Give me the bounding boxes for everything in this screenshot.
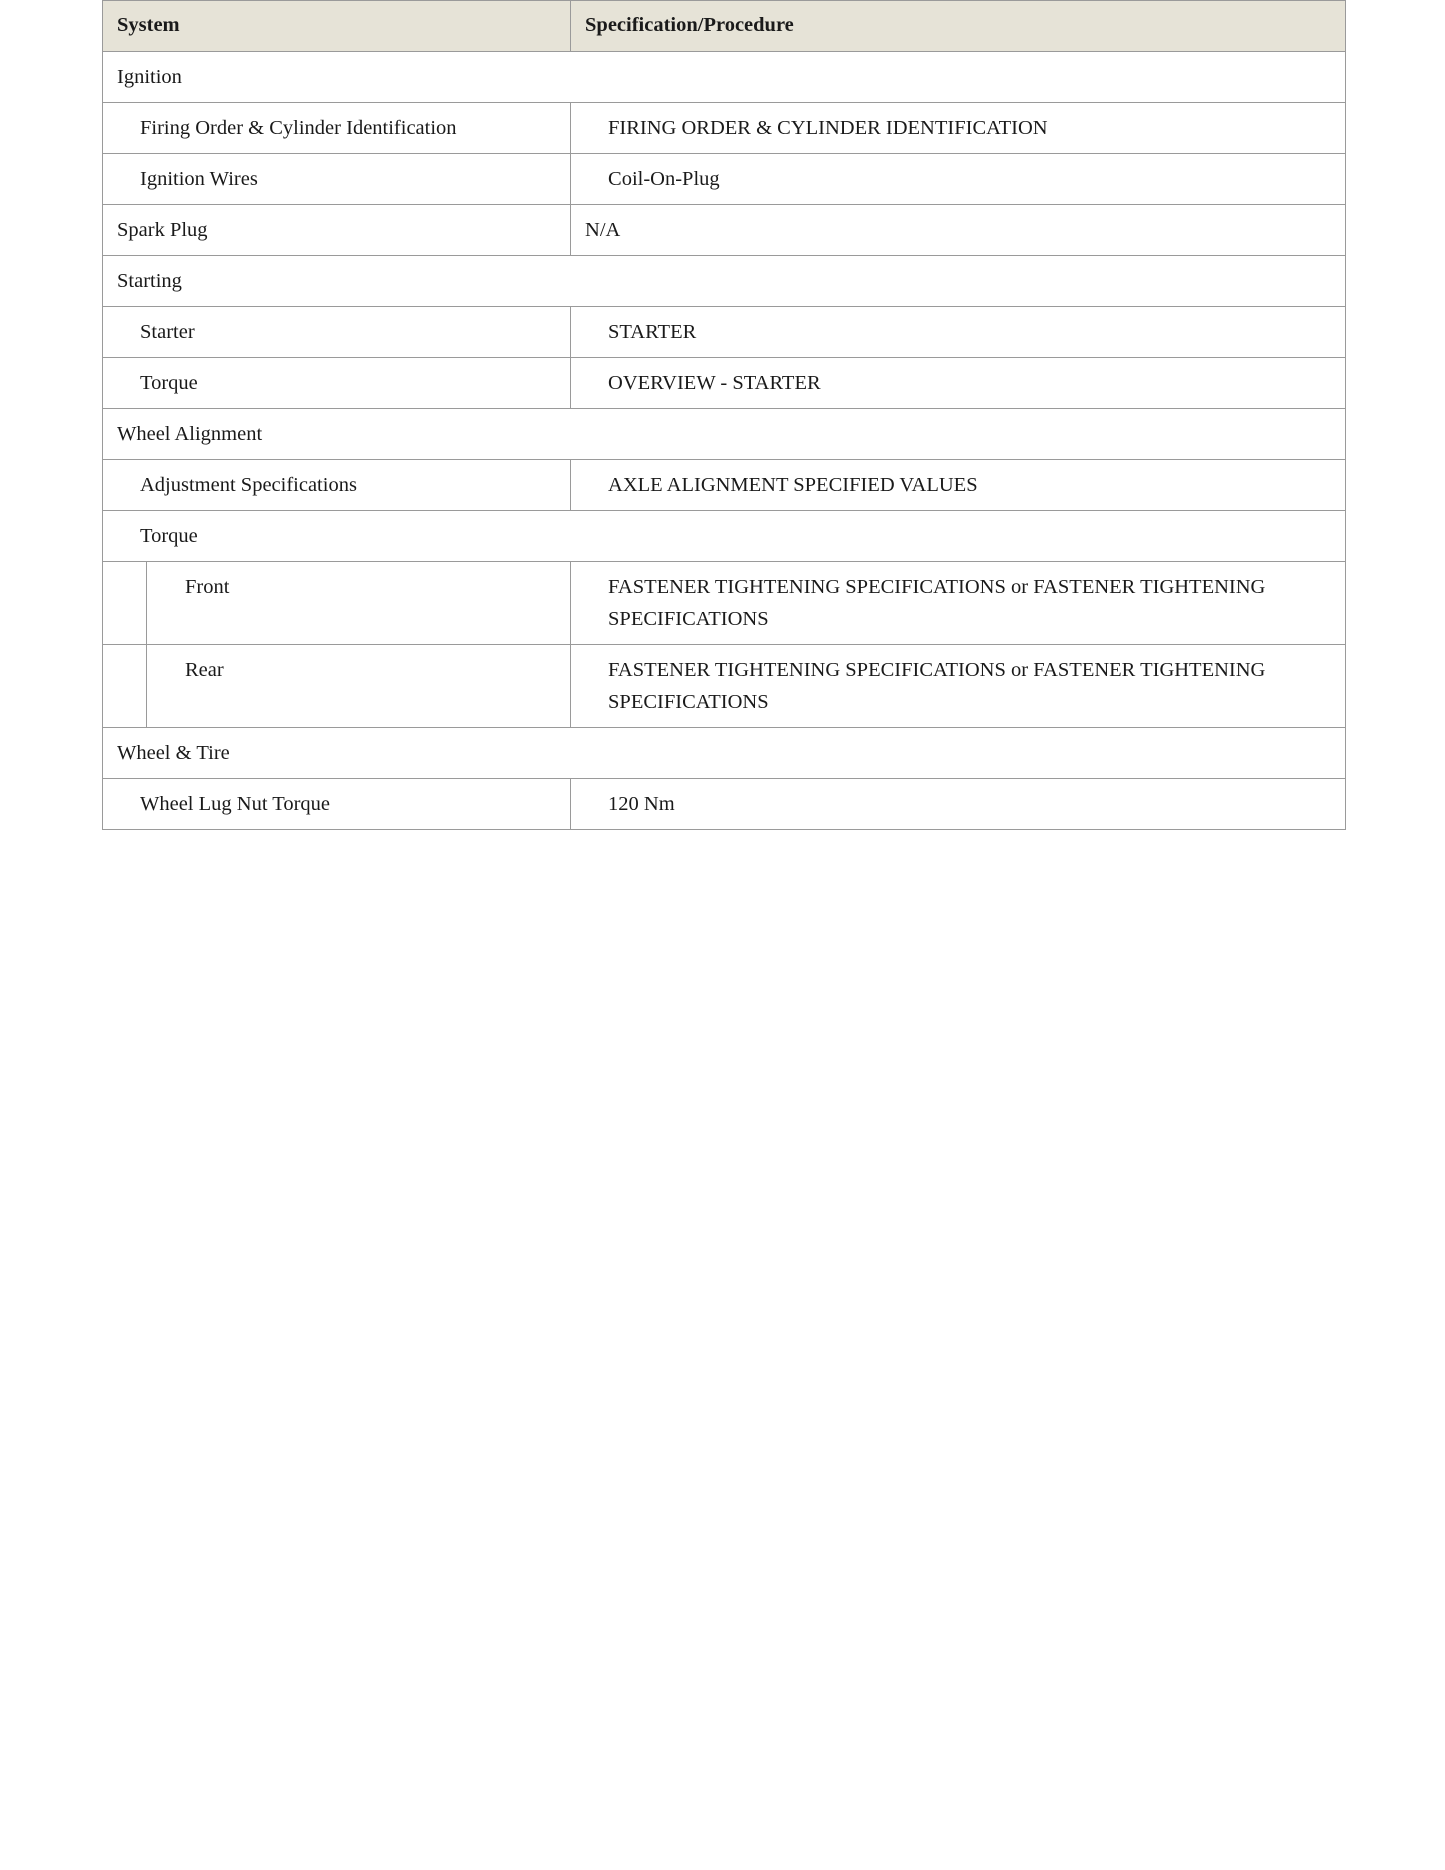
spec-cell: Coil-On-Plug	[571, 154, 1346, 205]
system-cell: Starter	[103, 307, 571, 358]
system-cell: Front	[147, 562, 571, 645]
section-row-wheel-and-tire	[103, 728, 1346, 779]
table-row	[103, 460, 1346, 511]
table-row	[103, 645, 1346, 728]
table-row	[103, 205, 1346, 256]
system-cell: Rear	[147, 645, 571, 728]
table-row	[103, 103, 1346, 154]
specifications-table	[102, 0, 1346, 830]
spec-cell: N/A	[571, 205, 1346, 256]
section-row-wheel-alignment	[103, 409, 1346, 460]
system-cell: Firing Order & Cylinder Identification	[103, 103, 571, 154]
table-header-row	[103, 1, 1346, 52]
header-system: System	[103, 1, 571, 52]
system-cell: Spark Plug	[103, 205, 571, 256]
subsection-label: Torque	[103, 511, 1346, 562]
system-cell: Adjustment Specifications	[103, 460, 571, 511]
indent-gutter	[103, 645, 147, 728]
table-row	[103, 562, 1346, 645]
table-row	[103, 779, 1346, 830]
spec-cell: STARTER	[571, 307, 1346, 358]
section-label: Ignition	[103, 52, 1346, 103]
table-row	[103, 358, 1346, 409]
section-label: Wheel & Tire	[103, 728, 1346, 779]
system-cell: Wheel Lug Nut Torque	[103, 779, 571, 830]
spec-cell: OVERVIEW - STARTER	[571, 358, 1346, 409]
section-row-starting	[103, 256, 1346, 307]
section-label: Wheel Alignment	[103, 409, 1346, 460]
table-row	[103, 154, 1346, 205]
subsection-row-torque	[103, 511, 1346, 562]
system-cell: Ignition Wires	[103, 154, 571, 205]
spec-cell: FASTENER TIGHTENING SPECIFICATIONS or FASTENER TIGHTENING SPECIFICATIONS	[571, 562, 1346, 645]
table-row	[103, 307, 1346, 358]
spec-cell: FASTENER TIGHTENING SPECIFICATIONS or FASTENER TIGHTENING SPECIFICATIONS	[571, 645, 1346, 728]
spec-cell: 120 Nm	[571, 779, 1346, 830]
section-label: Starting	[103, 256, 1346, 307]
spec-cell: FIRING ORDER & CYLINDER IDENTIFICATION	[571, 103, 1346, 154]
system-cell: Torque	[103, 358, 571, 409]
section-row-ignition	[103, 52, 1346, 103]
header-specification-procedure: Specification/Procedure	[571, 1, 1346, 52]
indent-gutter	[103, 562, 147, 645]
spec-cell: AXLE ALIGNMENT SPECIFIED VALUES	[571, 460, 1346, 511]
